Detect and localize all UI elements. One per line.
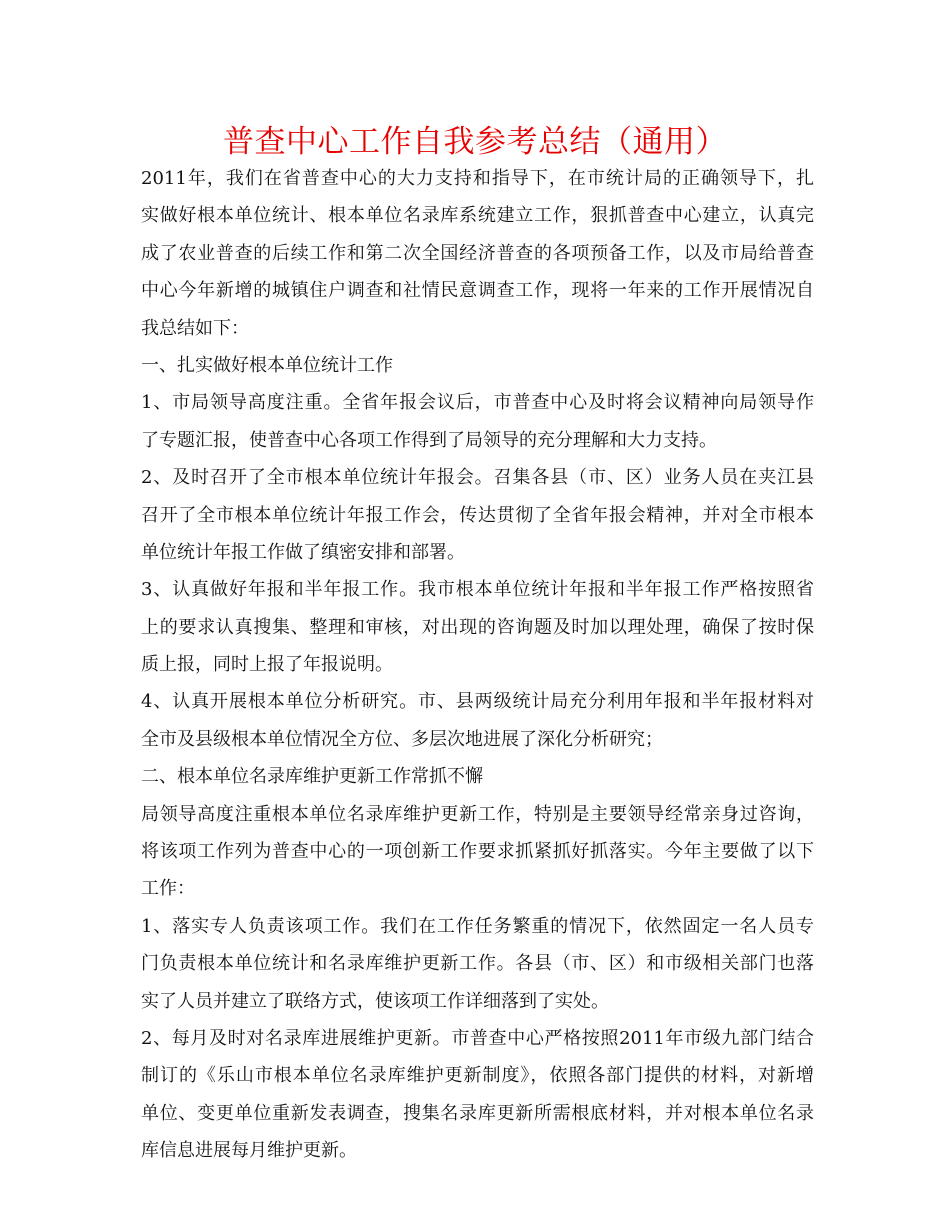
text-line: 4、认真开展根本单位分析研究。市、县两级统计局充分利用年报和半年报材料对 xyxy=(141,691,814,713)
text-line: 中心今年新增的城镇住户调查和社情民意调查工作，现将一年来的工作开展情况自 xyxy=(141,280,814,302)
text-line: 制订的《乐山市根本单位名录库维护更新制度》，依照各部门提供的材料，对新增 xyxy=(141,1065,814,1087)
text-line: 库信息进展每月维护更新。 xyxy=(141,1140,357,1162)
text-line: 门负责根本单位统计和名录库维护更新工作。各县（市、区）和市级相关部门也落 xyxy=(141,953,814,975)
text-line: 二、根本单位名录库维护更新工作常抓不懈 xyxy=(141,766,483,788)
text-line: 我总结如下： xyxy=(141,317,249,339)
document-body xyxy=(141,160,814,1170)
text-line: 2、每月及时对名录库进展维护更新。市普查中心严格按照2011年市级九部门结合 xyxy=(141,1027,814,1049)
text-line: 工作： xyxy=(141,878,195,900)
text-line: 1、落实专人负责该项工作。我们在工作任务繁重的情况下，依然固定一名人员专 xyxy=(141,915,814,937)
text-line: 局领导高度注重根本单位名录库维护更新工作，特别是主要领导经常亲身过咨询， xyxy=(141,803,814,825)
document-title: 普查中心工作自我参考总结（通用） xyxy=(223,124,727,160)
text-line: 上的要求认真搜集、整理和审核，对出现的咨询题及时加以理处理，确保了按时保 xyxy=(141,616,814,638)
text-line: 单位统计年报工作做了缜密安排和部署。 xyxy=(141,541,465,563)
text-line: 了专题汇报，使普查中心各项工作得到了局领导的充分理解和大力支持。 xyxy=(141,429,717,451)
text-line: 2011年，我们在省普查中心的大力支持和指导下，在市统计局的正确领导下，扎 xyxy=(141,168,814,189)
text-line: 召开了全市根本单位统计年报工作会，传达贯彻了全省年报会精神，并对全市根本 xyxy=(141,504,814,526)
text-line: 一、扎实做好根本单位统计工作 xyxy=(141,354,393,376)
text-line: 实了人员并建立了联络方式，使该项工作详细落到了实处。 xyxy=(141,990,609,1012)
text-line: 3、认真做好年报和半年报工作。我市根本单位统计年报和半年报工作严格按照省 xyxy=(141,579,814,601)
text-line: 单位、变更单位重新发表调查，搜集名录库更新所需根底材料，并对根本单位名录 xyxy=(141,1102,814,1124)
text-line: 实做好根本单位统计、根本单位名录库系统建立工作，狠抓普查中心建立，认真完 xyxy=(141,205,814,227)
text-line: 将该项工作列为普查中心的一项创新工作要求抓紧抓好抓落实。今年主要做了以下 xyxy=(141,841,814,863)
text-line: 2、及时召开了全市根本单位统计年报会。召集各县（市、区）业务人员在夹江县 xyxy=(141,467,814,489)
text-line: 成了农业普查的后续工作和第二次全国经济普查的各项预备工作，以及市局给普查 xyxy=(141,242,814,264)
text-line: 1、市局领导高度注重。全省年报会议后，市普查中心及时将会议精神向局领导作 xyxy=(141,392,814,414)
text-line: 全市及县级根本单位情况全方位、多层次地进展了深化分析研究； xyxy=(141,728,663,750)
text-line: 质上报，同时上报了年报说明。 xyxy=(141,654,393,676)
